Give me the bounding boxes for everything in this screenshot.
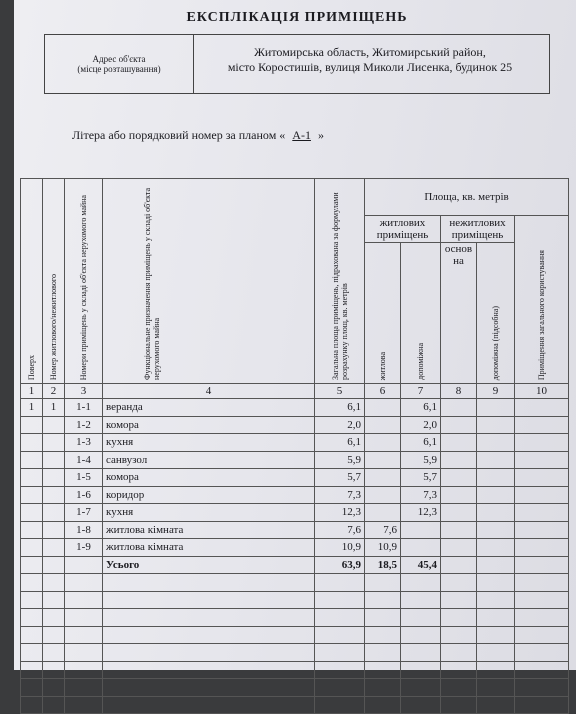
empty-cell (65, 644, 103, 662)
cell-aux2 (477, 416, 515, 434)
empty-cell (441, 679, 477, 697)
empty-cell (315, 626, 365, 644)
empty-cell (43, 591, 65, 609)
empty-cell (365, 679, 401, 697)
cell-total: 12,3 (315, 504, 365, 522)
empty-cell (43, 609, 65, 627)
cell-aux2 (477, 521, 515, 539)
col-num: 9 (477, 384, 515, 399)
cell-purpose: житлова кімната (103, 521, 315, 539)
cell-common (515, 539, 569, 557)
cell-main (441, 486, 477, 504)
cell-total: 2,0 (315, 416, 365, 434)
cell-common (515, 486, 569, 504)
empty-cell (441, 574, 477, 592)
cell-room: 1-8 (65, 521, 103, 539)
empty-cell (515, 626, 569, 644)
cell-living: 7,6 (365, 521, 401, 539)
cell-total: 6,1 (315, 434, 365, 452)
empty-cell (441, 591, 477, 609)
empty-cell (21, 574, 43, 592)
col-num: 4 (103, 384, 315, 399)
cell-aux: 12,3 (401, 504, 441, 522)
cell-number (43, 416, 65, 434)
empty-cell (43, 574, 65, 592)
header-floor: Поверх (21, 179, 43, 384)
empty-cell (65, 609, 103, 627)
header-living: житлова (365, 243, 401, 384)
cell-common (515, 469, 569, 487)
cell-total: 5,9 (315, 451, 365, 469)
cell-living (365, 451, 401, 469)
litera-label: Літера або порядковий номер за планом (72, 128, 277, 142)
empty-cell (401, 591, 441, 609)
cell-living (365, 399, 401, 417)
empty-cell (103, 574, 315, 592)
empty-cell (365, 644, 401, 662)
cell-purpose: коридор (103, 486, 315, 504)
empty-cell (477, 644, 515, 662)
empty-cell (43, 626, 65, 644)
table-row (21, 521, 569, 539)
litera-line (72, 128, 324, 143)
empty-cell (315, 679, 365, 697)
document-sheet (14, 0, 576, 670)
document-title: ЕКСПЛІКАЦІЯ ПРИМІЩЕНЬ (186, 10, 408, 25)
cell-number (43, 469, 65, 487)
address-line2: місто Коростишів, вулиця Миколи Лисенка, будинок 25 (227, 60, 513, 74)
col-num: 6 (365, 384, 401, 399)
cell-main (441, 504, 477, 522)
empty-cell (441, 626, 477, 644)
empty-cell (365, 696, 401, 714)
empty-cell (65, 574, 103, 592)
cell-number (43, 556, 65, 574)
cell-room: 1-3 (65, 434, 103, 452)
empty-cell (103, 696, 315, 714)
empty-cell (21, 696, 43, 714)
cell-number (43, 434, 65, 452)
empty-cell (65, 591, 103, 609)
cell-living (365, 434, 401, 452)
cell-main (441, 539, 477, 557)
empty-cell (365, 609, 401, 627)
empty-cell (21, 591, 43, 609)
empty-cell (401, 696, 441, 714)
header-aux: допоміжна (401, 243, 441, 384)
cell-purpose: кухня (103, 504, 315, 522)
column-number-row (21, 384, 569, 399)
empty-cell (43, 679, 65, 697)
header-living-group: житлових приміщень (365, 216, 441, 243)
col-num: 1 (21, 384, 43, 399)
empty-row (21, 626, 569, 644)
address-line1: Житомирська область, Житомирський район, (254, 45, 486, 59)
address-label-line2: (місце розташування) (77, 64, 161, 74)
cell-aux: 5,7 (401, 469, 441, 487)
empty-cell (21, 626, 43, 644)
col-num: 7 (401, 384, 441, 399)
empty-row (21, 574, 569, 592)
empty-cell (515, 679, 569, 697)
cell-purpose: житлова кімната (103, 539, 315, 557)
cell-number (43, 504, 65, 522)
cell-floor (21, 416, 43, 434)
cell-aux: 6,1 (401, 399, 441, 417)
totals-label: Усього (103, 556, 315, 574)
cell-main (441, 556, 477, 574)
col-num: 2 (43, 384, 65, 399)
empty-cell (477, 574, 515, 592)
cell-aux: 7,3 (401, 486, 441, 504)
header-total-area: Загальна площа приміщень, підрахована за формулами розрахунку площ, кв. метрів (315, 179, 365, 384)
empty-cell (103, 626, 315, 644)
cell-main (441, 521, 477, 539)
empty-cell (515, 574, 569, 592)
cell-aux2 (477, 504, 515, 522)
empty-cell (515, 609, 569, 627)
cell-common (515, 521, 569, 539)
cell-aux2 (477, 451, 515, 469)
empty-cell (103, 609, 315, 627)
cell-room (65, 556, 103, 574)
empty-cell (65, 679, 103, 697)
table-row (21, 504, 569, 522)
cell-main (441, 416, 477, 434)
cell-main (441, 399, 477, 417)
table-row (21, 469, 569, 487)
col-num: 8 (441, 384, 477, 399)
empty-cell (43, 696, 65, 714)
totals-total: 63,9 (315, 556, 365, 574)
cell-room: 1-2 (65, 416, 103, 434)
cell-room: 1-1 (65, 399, 103, 417)
table-row (21, 434, 569, 452)
col-num: 10 (515, 384, 569, 399)
empty-cell (401, 626, 441, 644)
address-label-line1: Адрес об'єкта (92, 54, 146, 64)
cell-floor (21, 521, 43, 539)
empty-cell (65, 696, 103, 714)
cell-number (43, 521, 65, 539)
cell-living (365, 504, 401, 522)
empty-cell (365, 574, 401, 592)
cell-main (441, 451, 477, 469)
cell-living: 10,9 (365, 539, 401, 557)
empty-cell (21, 679, 43, 697)
empty-row (21, 679, 569, 697)
cell-number (43, 539, 65, 557)
cell-purpose: веранда (103, 399, 315, 417)
empty-cell (441, 644, 477, 662)
cell-total: 7,3 (315, 486, 365, 504)
address-label (45, 35, 194, 93)
totals-aux: 45,4 (401, 556, 441, 574)
cell-floor (21, 434, 43, 452)
cell-purpose: комора (103, 469, 315, 487)
totals-living: 18,5 (365, 556, 401, 574)
cell-common (515, 399, 569, 417)
cell-aux2 (477, 539, 515, 557)
cell-room: 1-5 (65, 469, 103, 487)
cell-floor (21, 451, 43, 469)
table-row (21, 539, 569, 557)
empty-cell (477, 626, 515, 644)
empty-cell (515, 591, 569, 609)
header-purpose: Функціональне призначення приміщень у складі об'єкта нерухомого майна (103, 179, 315, 384)
empty-cell (103, 644, 315, 662)
empty-cell (315, 696, 365, 714)
col-num: 3 (65, 384, 103, 399)
cell-number: 1 (43, 399, 65, 417)
address-value (195, 45, 545, 75)
empty-row (21, 609, 569, 627)
empty-cell (477, 679, 515, 697)
cell-aux2 (477, 486, 515, 504)
empty-cell (315, 644, 365, 662)
cell-purpose: комора (103, 416, 315, 434)
cell-room: 1-4 (65, 451, 103, 469)
table-row (21, 486, 569, 504)
empty-cell (477, 696, 515, 714)
cell-floor (21, 469, 43, 487)
cell-living (365, 416, 401, 434)
cell-purpose: кухня (103, 434, 315, 452)
header-area-group: Площа, кв. метрів (365, 179, 569, 216)
cell-aux: 2,0 (401, 416, 441, 434)
cell-number (43, 486, 65, 504)
empty-cell (103, 679, 315, 697)
cell-floor (21, 556, 43, 574)
table-row (21, 399, 569, 417)
cell-main (441, 469, 477, 487)
empty-cell (515, 644, 569, 662)
empty-cell (477, 609, 515, 627)
empty-row (21, 591, 569, 609)
cell-common (515, 504, 569, 522)
header-room-number: Номери приміщень у складі об'єкта нерухомого майна (65, 179, 103, 384)
cell-aux2 (477, 556, 515, 574)
empty-cell (477, 591, 515, 609)
col-num: 5 (315, 384, 365, 399)
header-aux2: допоміжна (підсобна) (477, 243, 515, 384)
cell-floor (21, 486, 43, 504)
cell-aux (401, 539, 441, 557)
cell-common (515, 556, 569, 574)
header-nonres-number: Номер житлового/нежитлового (43, 179, 65, 384)
cell-aux2 (477, 434, 515, 452)
litera-open-quote: « (279, 128, 286, 142)
cell-number (43, 451, 65, 469)
cell-aux: 6,1 (401, 434, 441, 452)
empty-cell (365, 591, 401, 609)
cell-aux: 5,9 (401, 451, 441, 469)
empty-row (21, 644, 569, 662)
cell-purpose: санвузол (103, 451, 315, 469)
cell-total: 10,9 (315, 539, 365, 557)
cell-living (365, 486, 401, 504)
cell-room: 1-6 (65, 486, 103, 504)
cell-common (515, 434, 569, 452)
cell-total: 7,6 (315, 521, 365, 539)
empty-cell (315, 609, 365, 627)
cell-aux2 (477, 399, 515, 417)
cell-aux2 (477, 469, 515, 487)
cell-aux (401, 521, 441, 539)
address-box (44, 34, 550, 94)
cell-floor (21, 504, 43, 522)
cell-common (515, 416, 569, 434)
empty-cell (365, 626, 401, 644)
cell-total: 5,7 (315, 469, 365, 487)
empty-cell (103, 591, 315, 609)
empty-cell (21, 644, 43, 662)
header-nonliving-group: нежитлових приміщень (441, 216, 515, 243)
totals-row (21, 556, 569, 574)
empty-cell (401, 574, 441, 592)
explication-table (20, 178, 569, 714)
litera-close-quote: » (317, 128, 324, 142)
empty-cell (401, 609, 441, 627)
empty-cell (315, 591, 365, 609)
header-row-1 (21, 179, 569, 216)
empty-row (21, 696, 569, 714)
cell-common (515, 451, 569, 469)
empty-cell (43, 644, 65, 662)
header-main: основ на (441, 243, 477, 384)
empty-cell (441, 696, 477, 714)
empty-cell (401, 644, 441, 662)
table-row (21, 451, 569, 469)
cell-living (365, 469, 401, 487)
cell-room: 1-7 (65, 504, 103, 522)
cell-floor (21, 539, 43, 557)
litera-code: А-1 (292, 128, 311, 142)
header-common: Приміщення загального користування (515, 216, 569, 384)
empty-cell (21, 609, 43, 627)
empty-cell (315, 574, 365, 592)
empty-cell (515, 696, 569, 714)
empty-cell (441, 609, 477, 627)
cell-floor: 1 (21, 399, 43, 417)
empty-cell (401, 679, 441, 697)
table-row (21, 416, 569, 434)
empty-cell (65, 626, 103, 644)
cell-main (441, 434, 477, 452)
cell-total: 6,1 (315, 399, 365, 417)
cell-room: 1-9 (65, 539, 103, 557)
